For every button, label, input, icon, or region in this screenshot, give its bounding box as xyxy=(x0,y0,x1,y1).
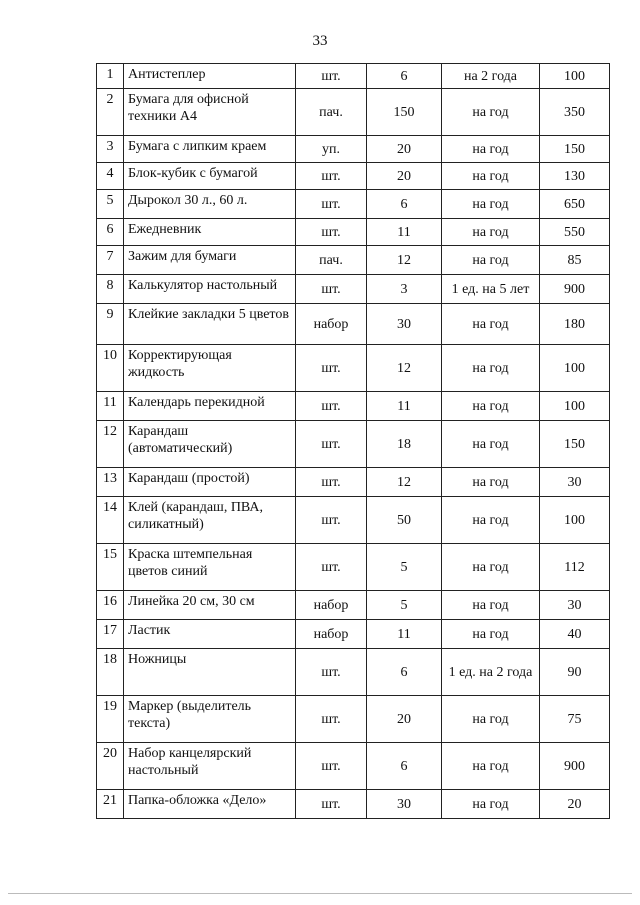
row-number-cell: 14 xyxy=(97,497,124,544)
item-name-cell: Антистеплер xyxy=(124,64,296,89)
table-row xyxy=(97,544,610,591)
item-name-cell: Папка-обложка «Дело» xyxy=(124,790,296,819)
row-number-cell: 13 xyxy=(97,468,124,497)
quantity-cell: 6 xyxy=(367,64,442,89)
quantity-cell: 11 xyxy=(367,219,442,246)
row-number-cell: 10 xyxy=(97,345,124,392)
item-name-cell: Набор канцелярский настольный xyxy=(124,743,296,790)
quantity-cell: 12 xyxy=(367,246,442,275)
row-number-cell: 11 xyxy=(97,392,124,421)
period-cell: на 2 года xyxy=(442,64,540,89)
price-cell: 350 xyxy=(540,89,610,136)
price-cell: 90 xyxy=(540,649,610,696)
unit-cell: набор xyxy=(296,591,367,620)
unit-cell: уп. xyxy=(296,136,367,163)
table-row xyxy=(97,696,610,743)
period-cell: на год xyxy=(442,620,540,649)
table-row xyxy=(97,246,610,275)
unit-cell: шт. xyxy=(296,190,367,219)
quantity-cell: 30 xyxy=(367,304,442,345)
row-number-cell: 21 xyxy=(97,790,124,819)
period-cell: на год xyxy=(442,591,540,620)
table-row xyxy=(97,591,610,620)
period-cell: на год xyxy=(442,790,540,819)
item-name-cell: Клей (карандаш, ПВА, силикатный) xyxy=(124,497,296,544)
table-row xyxy=(97,392,610,421)
table-row xyxy=(97,163,610,190)
table-row xyxy=(97,620,610,649)
table-row xyxy=(97,790,610,819)
unit-cell: пач. xyxy=(296,89,367,136)
row-number-cell: 20 xyxy=(97,743,124,790)
row-number-cell: 6 xyxy=(97,219,124,246)
item-name-cell: Карандаш (простой) xyxy=(124,468,296,497)
period-cell: на год xyxy=(442,219,540,246)
period-cell: на год xyxy=(442,743,540,790)
item-name-cell: Корректирующая жидкость xyxy=(124,345,296,392)
period-cell: на год xyxy=(442,136,540,163)
price-cell: 130 xyxy=(540,163,610,190)
unit-cell: шт. xyxy=(296,392,367,421)
table-row xyxy=(97,468,610,497)
table-row xyxy=(97,743,610,790)
price-cell: 75 xyxy=(540,696,610,743)
price-cell: 100 xyxy=(540,345,610,392)
period-cell: 1 ед. на 5 лет xyxy=(442,275,540,304)
quantity-cell: 5 xyxy=(367,544,442,591)
table-row xyxy=(97,219,610,246)
item-name-cell: Бумага с липким краем xyxy=(124,136,296,163)
quantity-cell: 30 xyxy=(367,790,442,819)
row-number-cell: 9 xyxy=(97,304,124,345)
row-number-cell: 4 xyxy=(97,163,124,190)
price-cell: 550 xyxy=(540,219,610,246)
bottom-divider xyxy=(8,893,632,894)
unit-cell: шт. xyxy=(296,544,367,591)
item-name-cell: Календарь перекидной xyxy=(124,392,296,421)
period-cell: на год xyxy=(442,468,540,497)
unit-cell: набор xyxy=(296,304,367,345)
unit-cell: шт. xyxy=(296,696,367,743)
unit-cell: шт. xyxy=(296,421,367,468)
period-cell: на год xyxy=(442,304,540,345)
price-cell: 112 xyxy=(540,544,610,591)
price-cell: 150 xyxy=(540,136,610,163)
unit-cell: шт. xyxy=(296,275,367,304)
quantity-cell: 11 xyxy=(367,392,442,421)
quantity-cell: 50 xyxy=(367,497,442,544)
period-cell: на год xyxy=(442,696,540,743)
period-cell: на год xyxy=(442,163,540,190)
item-name-cell: Калькулятор настольный xyxy=(124,275,296,304)
price-cell: 100 xyxy=(540,392,610,421)
page-number: 33 xyxy=(312,33,328,49)
unit-cell: шт. xyxy=(296,219,367,246)
price-cell: 20 xyxy=(540,790,610,819)
unit-cell: шт. xyxy=(296,649,367,696)
unit-cell: шт. xyxy=(296,345,367,392)
period-cell: на год xyxy=(442,421,540,468)
row-number-cell: 5 xyxy=(97,190,124,219)
row-number-cell: 17 xyxy=(97,620,124,649)
item-name-cell: Клейкие закладки 5 цветов xyxy=(124,304,296,345)
table-row xyxy=(97,304,610,345)
row-number-cell: 8 xyxy=(97,275,124,304)
item-name-cell: Дырокол 30 л., 60 л. xyxy=(124,190,296,219)
item-name-cell: Блок-кубик с бумагой xyxy=(124,163,296,190)
row-number-cell: 3 xyxy=(97,136,124,163)
table-row xyxy=(97,497,610,544)
unit-cell: шт. xyxy=(296,790,367,819)
quantity-cell: 18 xyxy=(367,421,442,468)
quantity-cell: 20 xyxy=(367,136,442,163)
period-cell: 1 ед. на 2 года xyxy=(442,649,540,696)
row-number-cell: 7 xyxy=(97,246,124,275)
table-row xyxy=(97,190,610,219)
row-number-cell: 19 xyxy=(97,696,124,743)
period-cell: на год xyxy=(442,190,540,219)
table-row xyxy=(97,136,610,163)
item-name-cell: Краска штемпельная цветов синий xyxy=(124,544,296,591)
quantity-cell: 20 xyxy=(367,696,442,743)
row-number-cell: 16 xyxy=(97,591,124,620)
row-number-cell: 12 xyxy=(97,421,124,468)
price-cell: 30 xyxy=(540,591,610,620)
row-number-cell: 1 xyxy=(97,64,124,89)
table-row xyxy=(97,89,610,136)
item-name-cell: Ластик xyxy=(124,620,296,649)
period-cell: на год xyxy=(442,246,540,275)
table-row xyxy=(97,64,610,89)
price-cell: 900 xyxy=(540,743,610,790)
table-row xyxy=(97,345,610,392)
period-cell: на год xyxy=(442,544,540,591)
price-cell: 40 xyxy=(540,620,610,649)
row-number-cell: 2 xyxy=(97,89,124,136)
supplies-table xyxy=(96,63,610,819)
quantity-cell: 11 xyxy=(367,620,442,649)
row-number-cell: 18 xyxy=(97,649,124,696)
unit-cell: шт. xyxy=(296,468,367,497)
quantity-cell: 6 xyxy=(367,190,442,219)
unit-cell: шт. xyxy=(296,497,367,544)
item-name-cell: Ножницы xyxy=(124,649,296,696)
unit-cell: шт. xyxy=(296,163,367,190)
quantity-cell: 3 xyxy=(367,275,442,304)
table-row xyxy=(97,421,610,468)
item-name-cell: Линейка 20 см, 30 см xyxy=(124,591,296,620)
item-name-cell: Ежедневник xyxy=(124,219,296,246)
item-name-cell: Маркер (выделитель текста) xyxy=(124,696,296,743)
price-cell: 30 xyxy=(540,468,610,497)
quantity-cell: 150 xyxy=(367,89,442,136)
quantity-cell: 6 xyxy=(367,649,442,696)
price-cell: 900 xyxy=(540,275,610,304)
unit-cell: набор xyxy=(296,620,367,649)
quantity-cell: 12 xyxy=(367,468,442,497)
price-cell: 85 xyxy=(540,246,610,275)
price-cell: 180 xyxy=(540,304,610,345)
quantity-cell: 12 xyxy=(367,345,442,392)
table-row xyxy=(97,649,610,696)
quantity-cell: 6 xyxy=(367,743,442,790)
period-cell: на год xyxy=(442,497,540,544)
period-cell: на год xyxy=(442,345,540,392)
price-cell: 100 xyxy=(540,497,610,544)
period-cell: на год xyxy=(442,89,540,136)
quantity-cell: 20 xyxy=(367,163,442,190)
unit-cell: шт. xyxy=(296,64,367,89)
price-cell: 100 xyxy=(540,64,610,89)
item-name-cell: Карандаш (автоматический) xyxy=(124,421,296,468)
table-row xyxy=(97,275,610,304)
item-name-cell: Бумага для офисной техники А4 xyxy=(124,89,296,136)
unit-cell: пач. xyxy=(296,246,367,275)
price-cell: 650 xyxy=(540,190,610,219)
row-number-cell: 15 xyxy=(97,544,124,591)
unit-cell: шт. xyxy=(296,743,367,790)
price-cell: 150 xyxy=(540,421,610,468)
quantity-cell: 5 xyxy=(367,591,442,620)
item-name-cell: Зажим для бумаги xyxy=(124,246,296,275)
period-cell: на год xyxy=(442,392,540,421)
